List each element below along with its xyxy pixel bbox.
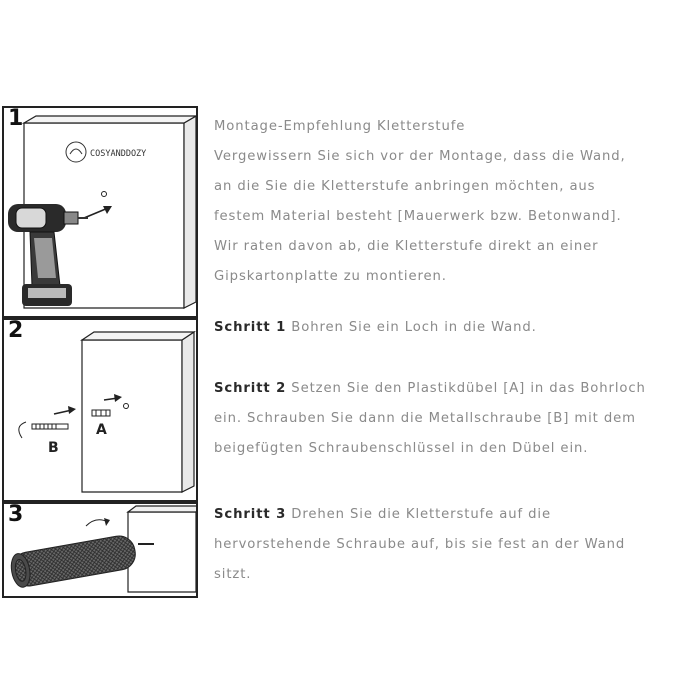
- label-a: A: [96, 422, 107, 438]
- drill-wall-drawing: [4, 108, 198, 318]
- intro-line: an die Sie die Kletterstufe anbringen möchten, aus: [214, 179, 596, 194]
- climbing-step: [9, 534, 138, 589]
- intro-line: festem Material besteht [Mauerwerk bzw. Betonwand].: [214, 209, 622, 224]
- dowel-screw-drawing: [4, 320, 198, 502]
- rotate-arrow: [19, 422, 26, 438]
- intro-line: Wir raten davon ab, die Kletterstufe direkt an einer: [214, 239, 599, 254]
- step-1-line: Bohren Sie ein Loch in die Wand.: [291, 320, 537, 335]
- wall-block-front: [128, 512, 196, 592]
- wall-block-side: [182, 332, 194, 492]
- step-2-line: Setzen Sie den Plastikdübel [A] in das Bohrloch: [291, 381, 646, 396]
- climbing-step-drawing: [4, 504, 198, 598]
- label-b: B: [48, 440, 59, 456]
- step-2-illustration: [2, 318, 198, 502]
- step-2-line: beigefügten Schraubenschlüssel in den Dübel ein.: [214, 441, 589, 456]
- step-1-text: [214, 313, 537, 343]
- step-2-line: ein. Schrauben Sie dann die Metallschraube [B] mit dem: [214, 411, 636, 426]
- step-3-label: Schritt 3: [214, 507, 287, 522]
- step-3-line: hervorstehende Schraube auf, bis sie fest an der Wand: [214, 537, 626, 552]
- intro-line: Vergewissern Sie sich vor der Montage, dass die Wand,: [214, 149, 626, 164]
- step-3-illustration: [2, 502, 198, 598]
- step-2-number: 2: [8, 318, 24, 343]
- step-1-number: 1: [8, 106, 24, 131]
- brand-name: COSYANDDOZY: [90, 149, 147, 159]
- wall-block-top: [82, 332, 194, 340]
- arrow-b: [54, 406, 76, 414]
- dowel-a: [92, 410, 110, 416]
- wall-block-side: [184, 116, 196, 308]
- step-2-text: [214, 374, 646, 464]
- wall-block-top: [24, 116, 196, 123]
- step-1-label: Schritt 1: [214, 320, 287, 335]
- step-3-line: Drehen Sie die Kletterstufe auf die: [291, 507, 551, 522]
- step-3-number: 3: [8, 502, 24, 527]
- screw-b: [32, 424, 68, 429]
- step-3-line: sitzt.: [214, 567, 252, 582]
- step-2-label: Schritt 2: [214, 381, 287, 396]
- intro-line: Gipskartonplatte zu montieren.: [214, 269, 447, 284]
- wall-block-side: [128, 506, 198, 512]
- step-3-text: [214, 500, 625, 590]
- intro-title: Montage-Empfehlung Kletterstufe: [214, 119, 466, 134]
- step-1-illustration: [2, 106, 198, 318]
- intro-text: [214, 112, 626, 292]
